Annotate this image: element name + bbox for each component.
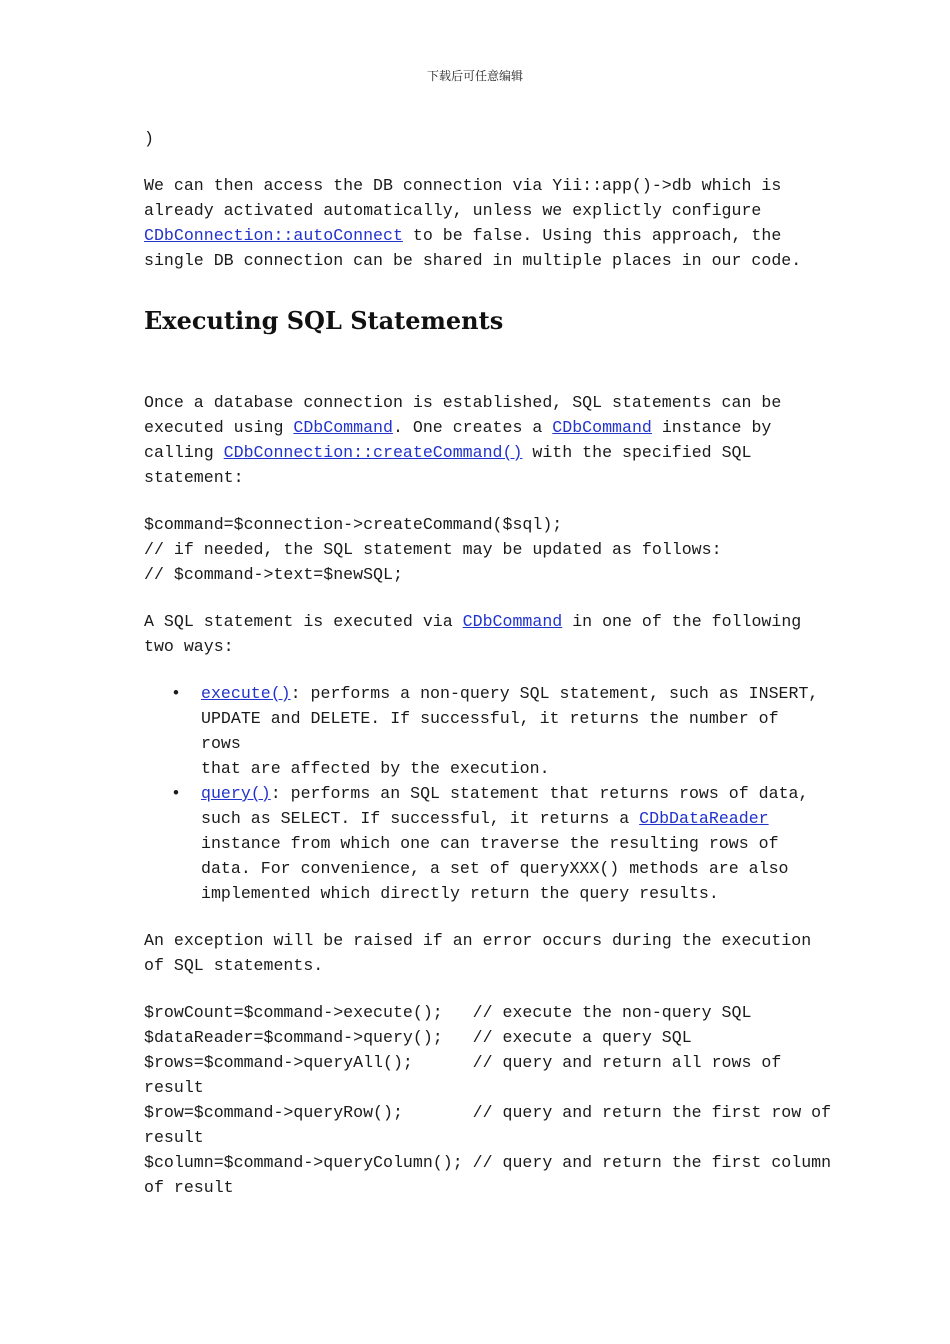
code-line: of result <box>144 1178 234 1197</box>
document-body <box>144 126 832 1200</box>
text-line: A SQL statement is executed via CDbCommand in one of the following <box>144 612 802 631</box>
code-line: $dataReader=$command->query(); // execute a query SQL <box>144 1028 692 1047</box>
code-line: result <box>144 1078 204 1097</box>
text-line: that are affected by the execution. <box>201 759 550 778</box>
bullet-icon: • <box>171 784 181 803</box>
code-line: // $command->text=$newSQL; <box>144 565 403 584</box>
text-line: statement: <box>144 468 244 487</box>
section-heading: Executing SQL Statements <box>144 306 504 335</box>
text-line: UPDATE and DELETE. If successful, it returns the number of rows <box>201 709 779 753</box>
text-line: implemented which directly return the query results. <box>201 884 719 903</box>
text-line: CDbConnection::autoConnect to be false. Using this approach, the <box>144 226 782 245</box>
cdbcommand-link[interactable]: CDbCommand <box>293 418 393 437</box>
paragraph-db-access <box>144 173 824 273</box>
create-command-link[interactable]: CDbConnection::createCommand() <box>223 443 523 462</box>
text-line: executed using CDbCommand. One creates a CDbCommand instance by <box>144 418 772 437</box>
list-item <box>144 781 824 906</box>
text-line: already activated automatically, unless we explictly configure <box>144 201 762 220</box>
text-line: execute(): performs a non-query SQL statement, such as INSERT, <box>201 684 819 703</box>
code-line: result <box>144 1128 204 1147</box>
text-line: instance from which one can traverse the resulting rows of <box>201 834 779 853</box>
code-line: $command=$connection->createCommand($sql); <box>144 515 563 534</box>
code-line: $column=$command->queryColumn(); // query and return the first column <box>144 1153 832 1172</box>
text-line: An exception will be raised if an error occurs during the execution <box>144 931 812 950</box>
paragraph-sql-intro <box>144 390 824 490</box>
cdbdatareader-link[interactable]: CDbDataReader <box>639 809 769 828</box>
page-header: 下载后可任意编辑 <box>426 69 523 83</box>
text-line: query(): performs an SQL statement that returns rows of data, <box>201 784 809 803</box>
code-line: // if needed, the SQL statement may be updated as follows: <box>144 540 722 559</box>
text-line: such as SELECT. If successful, it returns a CDbDataReader <box>201 809 769 828</box>
text-line: data. For convenience, a set of queryXXX() methods are also <box>201 859 789 878</box>
code-block-create <box>144 512 824 587</box>
text-line: Once a database connection is established, SQL statements can be <box>144 393 782 412</box>
query-link[interactable]: query() <box>201 784 271 803</box>
text-line: single DB connection can be shared in multiple places in our code. <box>144 251 802 270</box>
cdbcommand-link[interactable]: CDbCommand <box>552 418 652 437</box>
code-block-queries <box>144 1000 832 1200</box>
cdbcommand-link[interactable]: CDbCommand <box>462 612 563 631</box>
code-line: $rows=$command->queryAll(); // query and return all rows of <box>144 1053 782 1072</box>
closing-paren: ) <box>144 129 154 148</box>
code-line: $row=$command->queryRow(); // query and return the first row of <box>144 1103 832 1122</box>
autoconnect-link[interactable]: CDbConnection::autoConnect <box>144 226 403 245</box>
paragraph-exception <box>144 928 824 978</box>
code-line: $rowCount=$command->execute(); // execute the non-query SQL <box>144 1003 752 1022</box>
execute-link[interactable]: execute() <box>201 684 291 703</box>
method-list <box>144 681 824 906</box>
bullet-icon: • <box>171 684 181 703</box>
text-line: of SQL statements. <box>144 956 324 975</box>
list-item <box>144 681 824 781</box>
paragraph-execution-ways <box>144 609 824 659</box>
text-line: two ways: <box>144 637 234 656</box>
text-line: calling CDbConnection::createCommand() with the specified SQL <box>144 443 752 462</box>
text-line: We can then access the DB connection via Yii::app()->db which is <box>144 176 782 195</box>
